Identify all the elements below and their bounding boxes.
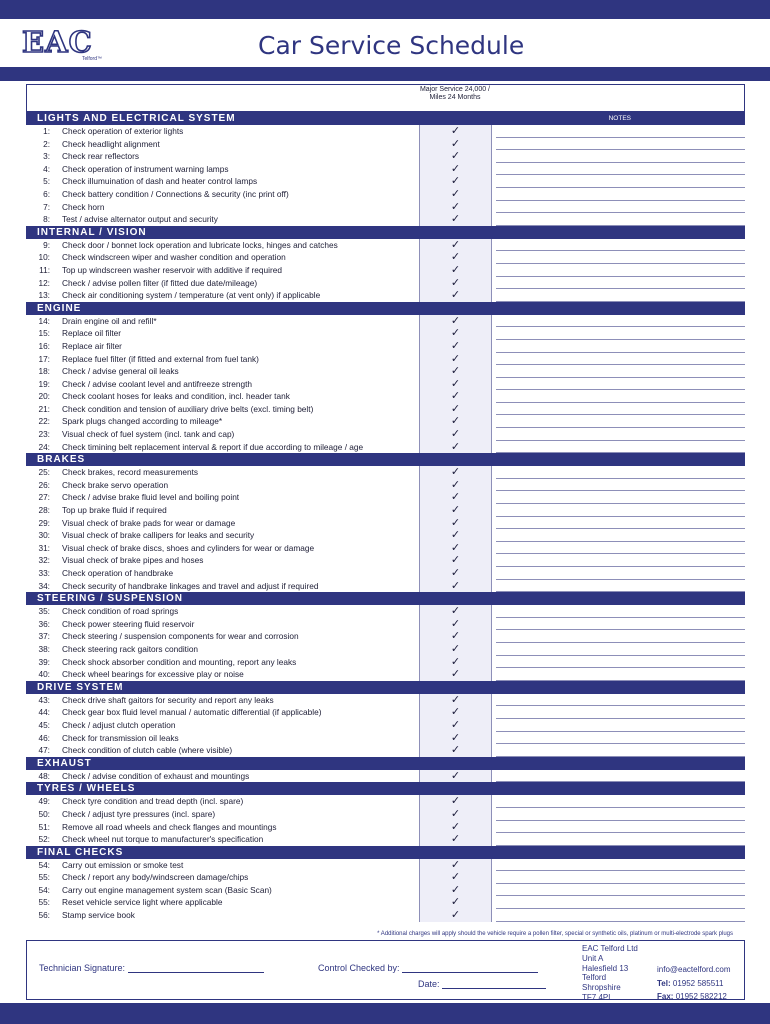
checklist-row bbox=[26, 213, 745, 226]
checklist-row bbox=[26, 125, 745, 138]
check-mark-icon[interactable]: ✓ bbox=[419, 542, 492, 555]
item-number: 43: bbox=[38, 694, 50, 705]
item-number: 38: bbox=[38, 643, 50, 654]
item-number: 11: bbox=[39, 264, 50, 275]
item-number: 2: bbox=[43, 138, 50, 149]
item-number: 52: bbox=[38, 834, 50, 845]
item-description: Check for transmission oil leaks bbox=[62, 732, 179, 743]
item-description: Check rear reflectors bbox=[62, 151, 140, 162]
checklist-row bbox=[26, 138, 745, 151]
item-description: Check / advise coolant level and antifreeze strength bbox=[62, 378, 253, 389]
check-mark-icon[interactable]: ✓ bbox=[419, 554, 492, 567]
check-mark-icon[interactable]: ✓ bbox=[419, 871, 492, 884]
checklist-row bbox=[26, 808, 745, 821]
check-mark-icon[interactable]: ✓ bbox=[419, 327, 492, 340]
check-mark-icon[interactable]: ✓ bbox=[419, 138, 492, 151]
item-number: 8: bbox=[43, 214, 50, 225]
item-number: 14: bbox=[38, 315, 50, 326]
check-mark-icon[interactable]: ✓ bbox=[419, 694, 492, 707]
item-number: 49: bbox=[38, 796, 50, 807]
checklist-row bbox=[26, 744, 745, 757]
checklist-row bbox=[26, 643, 745, 656]
item-description: Check steering / suspension components for wear and corrosion bbox=[62, 631, 299, 642]
item-number: 55: bbox=[38, 897, 50, 908]
date-line[interactable] bbox=[442, 981, 546, 989]
checklist-row bbox=[26, 491, 745, 504]
item-description: Reset vehicle service light where applicable bbox=[62, 897, 223, 908]
check-mark-icon[interactable]: ✓ bbox=[419, 770, 492, 783]
item-number: 21: bbox=[38, 403, 50, 414]
item-number: 39: bbox=[38, 656, 50, 667]
item-description: Visual check of brake discs, shoes and cylinders for wear or damage bbox=[62, 542, 315, 553]
check-mark-icon[interactable]: ✓ bbox=[419, 277, 492, 290]
address-line: TF7 4PL bbox=[582, 992, 613, 1002]
item-description: Check operation of instrument warning lamps bbox=[62, 163, 229, 174]
control-checked-field[interactable] bbox=[318, 963, 538, 973]
fax-label: Fax: bbox=[657, 992, 674, 1001]
checklist-row bbox=[26, 795, 745, 808]
check-mark-icon[interactable]: ✓ bbox=[419, 643, 492, 656]
item-description: Check drive shaft gaitors for security and report any leaks bbox=[62, 694, 274, 705]
section-title: BRAKES bbox=[37, 454, 86, 466]
page-title: Car Service Schedule bbox=[258, 31, 525, 60]
item-number: 10: bbox=[38, 252, 50, 263]
item-number: 6: bbox=[43, 188, 50, 199]
checklist-row bbox=[26, 656, 745, 669]
item-description: Check condition of road springs bbox=[62, 606, 179, 617]
checklist-row bbox=[26, 428, 745, 441]
item-number: 29: bbox=[38, 517, 50, 528]
checklist-row bbox=[26, 415, 745, 428]
item-description: Check / advise brake fluid level and boiling point bbox=[62, 492, 240, 503]
item-number: 22: bbox=[38, 416, 50, 427]
item-number: 17: bbox=[38, 353, 50, 364]
checklist-row bbox=[26, 542, 745, 555]
section-header bbox=[26, 453, 745, 466]
check-mark-icon[interactable]: ✓ bbox=[419, 201, 492, 214]
date-label: Date: bbox=[418, 979, 440, 989]
check-mark-icon[interactable]: ✓ bbox=[419, 529, 492, 542]
check-mark-icon[interactable]: ✓ bbox=[419, 150, 492, 163]
section-header bbox=[26, 681, 745, 694]
section-title: TYRES / WHEELS bbox=[37, 783, 136, 795]
item-number: 3: bbox=[43, 151, 50, 162]
check-mark-icon[interactable]: ✓ bbox=[419, 353, 492, 366]
item-description: Check door / bonnet lock operation and lubricate locks, hinges and catches bbox=[62, 239, 338, 250]
check-mark-icon[interactable]: ✓ bbox=[419, 289, 492, 302]
item-description: Check headlight alignment bbox=[62, 138, 160, 149]
checklist-row bbox=[26, 821, 745, 834]
check-mark-icon[interactable]: ✓ bbox=[419, 706, 492, 719]
item-number: 46: bbox=[38, 732, 50, 743]
company-logo: EAC bbox=[22, 25, 93, 59]
item-description: Spark plugs changed according to mileage* bbox=[62, 416, 223, 427]
page-header bbox=[0, 19, 770, 67]
address-line: Shropshire bbox=[582, 983, 621, 993]
item-description: Check coolant hoses for leaks and condition, incl. header tank bbox=[62, 391, 290, 402]
item-number: 55: bbox=[38, 872, 50, 883]
checklist-row bbox=[26, 479, 745, 492]
check-mark-icon[interactable]: ✓ bbox=[419, 630, 492, 643]
checklist-row bbox=[26, 353, 745, 366]
item-description: Test / advise alternator output and security bbox=[62, 214, 218, 225]
checklist-row bbox=[26, 605, 745, 618]
section-header bbox=[26, 592, 745, 605]
item-description: Visual check of brake callipers for leaks and security bbox=[62, 530, 255, 541]
check-mark-icon[interactable]: ✓ bbox=[419, 618, 492, 631]
item-number: 44: bbox=[38, 707, 50, 718]
item-description: Check / report any body/windscreen damage/chips bbox=[62, 872, 249, 883]
item-number: 9: bbox=[43, 239, 50, 250]
checklist-row bbox=[26, 390, 745, 403]
item-description: Replace fuel filter (if fitted and external from fuel tank) bbox=[62, 353, 259, 364]
item-description: Check air conditioning system / temperature (at vent only) if applicable bbox=[62, 290, 321, 301]
item-description: Check battery condition / Connections & security (inc print off) bbox=[62, 188, 289, 199]
check-mark-icon[interactable]: ✓ bbox=[419, 415, 492, 428]
item-number: 31: bbox=[38, 542, 50, 553]
item-description: Top up brake fluid if required bbox=[62, 505, 167, 516]
check-mark-icon[interactable]: ✓ bbox=[419, 251, 492, 264]
checklist-row bbox=[26, 567, 745, 580]
check-mark-icon[interactable]: ✓ bbox=[419, 808, 492, 821]
check-mark-icon[interactable]: ✓ bbox=[419, 365, 492, 378]
check-mark-icon[interactable]: ✓ bbox=[419, 605, 492, 618]
checklist-row bbox=[26, 504, 745, 517]
checklist-row bbox=[26, 580, 745, 593]
check-mark-icon[interactable]: ✓ bbox=[419, 719, 492, 732]
item-description: Check / adjust clutch operation bbox=[62, 719, 176, 730]
service-checklist bbox=[26, 112, 745, 922]
item-description: Top up windscreen washer reservoir with additive if required bbox=[62, 264, 282, 275]
item-number: 30: bbox=[38, 530, 50, 541]
check-mark-icon[interactable]: ✓ bbox=[419, 340, 492, 353]
major-service-line-2: Miles 24 Months bbox=[429, 94, 481, 101]
checklist-row bbox=[26, 719, 745, 732]
check-mark-icon[interactable]: ✓ bbox=[419, 264, 492, 277]
check-mark-icon[interactable]: ✓ bbox=[419, 668, 492, 681]
check-mark-icon[interactable]: ✓ bbox=[419, 390, 492, 403]
item-number: 1: bbox=[43, 126, 50, 136]
check-mark-icon[interactable]: ✓ bbox=[419, 479, 492, 492]
address-line: Unit A bbox=[582, 953, 604, 963]
check-mark-icon[interactable]: ✓ bbox=[419, 378, 492, 391]
tel-number: 01952 585511 bbox=[672, 978, 724, 988]
checklist-row bbox=[26, 163, 745, 176]
item-description: Check operation of exterior lights bbox=[62, 126, 184, 136]
check-mark-icon[interactable]: ✓ bbox=[419, 239, 492, 252]
item-description: Check timining belt replacement interval & report if due according to mileage / age bbox=[62, 441, 364, 452]
item-number: 23: bbox=[38, 429, 50, 440]
item-number: 18: bbox=[38, 366, 50, 377]
section-title: DRIVE SYSTEM bbox=[37, 681, 124, 693]
section-header bbox=[26, 757, 745, 770]
checklist-row bbox=[26, 340, 745, 353]
item-number: 40: bbox=[38, 669, 50, 680]
item-number: 56: bbox=[38, 910, 50, 921]
checklist-row bbox=[26, 365, 745, 378]
item-number: 24: bbox=[38, 441, 50, 452]
item-number: 37: bbox=[38, 631, 50, 642]
item-description: Check wheel nut torque to manufacturer's specification bbox=[62, 834, 264, 845]
section-title: LIGHTS AND ELECTRICAL SYSTEM bbox=[37, 113, 236, 124]
item-number: 19: bbox=[38, 378, 50, 389]
checklist-row bbox=[26, 896, 745, 909]
item-description: Check illumuination of dash and heater control lamps bbox=[62, 176, 258, 187]
check-mark-icon[interactable]: ✓ bbox=[419, 795, 492, 808]
checklist-row bbox=[26, 251, 745, 264]
item-description: Check horn bbox=[62, 201, 105, 212]
item-description: Check / advise general oil leaks bbox=[62, 366, 179, 377]
section-header bbox=[26, 846, 745, 859]
top-banner bbox=[0, 0, 770, 19]
item-number: 27: bbox=[38, 492, 50, 503]
check-mark-icon[interactable]: ✓ bbox=[419, 466, 492, 479]
item-description: Check operation of handbrake bbox=[62, 568, 174, 578]
item-description: Stamp service book bbox=[62, 910, 135, 921]
checklist-row bbox=[26, 668, 745, 681]
item-number: 5: bbox=[43, 176, 50, 187]
checklist-row bbox=[26, 315, 745, 328]
tel-label: Tel: bbox=[657, 978, 671, 988]
checklist-row bbox=[26, 289, 745, 302]
item-description: Check condition of clutch cable (where visible) bbox=[62, 745, 233, 756]
checklist-row bbox=[26, 618, 745, 631]
checklist-row bbox=[26, 327, 745, 340]
item-description: Check brakes, record measurements bbox=[62, 467, 199, 478]
item-description: Replace air filter bbox=[62, 340, 122, 351]
item-description: Check brake servo operation bbox=[62, 479, 169, 490]
item-description: Check / advise pollen filter (if fitted due date/mileage) bbox=[62, 277, 258, 288]
date-field[interactable] bbox=[418, 979, 546, 989]
item-number: 28: bbox=[38, 505, 50, 516]
contact-email[interactable]: info@eactelford.com bbox=[657, 965, 731, 974]
checklist-row bbox=[26, 150, 745, 163]
item-number: 36: bbox=[38, 618, 50, 629]
check-mark-icon[interactable]: ✓ bbox=[419, 517, 492, 530]
checklist-row bbox=[26, 630, 745, 643]
section-header bbox=[26, 302, 745, 315]
checklist-row bbox=[26, 403, 745, 416]
check-mark-icon[interactable]: ✓ bbox=[419, 441, 492, 454]
checklist-row bbox=[26, 833, 745, 846]
control-checked-line[interactable] bbox=[402, 965, 538, 973]
column-header-frame bbox=[26, 84, 745, 112]
section-title: EXHAUST bbox=[37, 757, 92, 769]
item-number: 54: bbox=[38, 884, 50, 895]
checklist-row bbox=[26, 188, 745, 201]
item-number: 4: bbox=[43, 163, 50, 174]
section-title: INTERNAL / VISION bbox=[37, 226, 147, 238]
technician-signature-line[interactable] bbox=[128, 965, 264, 973]
control-checked-label: Control Checked by: bbox=[318, 963, 400, 973]
contact-phone bbox=[657, 977, 731, 991]
item-number: 32: bbox=[38, 555, 50, 566]
technician-signature-field[interactable] bbox=[39, 963, 264, 973]
check-mark-icon[interactable]: ✓ bbox=[419, 188, 492, 201]
item-number: 45: bbox=[38, 719, 50, 730]
address-line: Telford bbox=[582, 973, 607, 983]
checklist-row bbox=[26, 909, 745, 922]
check-mark-icon[interactable]: ✓ bbox=[419, 859, 492, 872]
check-mark-icon[interactable]: ✓ bbox=[419, 732, 492, 745]
section-title: ENGINE bbox=[37, 302, 82, 314]
check-mark-icon[interactable]: ✓ bbox=[419, 315, 492, 328]
checklist-row bbox=[26, 264, 745, 277]
section-header bbox=[26, 226, 745, 239]
item-description: Check / adjust tyre pressures (incl. spare) bbox=[62, 808, 216, 819]
company-contact bbox=[657, 963, 731, 1004]
item-number: 35: bbox=[38, 606, 50, 617]
checklist-row bbox=[26, 770, 745, 783]
item-number: 48: bbox=[38, 770, 50, 781]
item-number: 33: bbox=[38, 568, 50, 578]
checklist-row bbox=[26, 884, 745, 897]
bottom-banner bbox=[0, 1003, 770, 1024]
checklist-row bbox=[26, 201, 745, 214]
section-title: FINAL CHECKS bbox=[37, 846, 124, 858]
item-number: 13: bbox=[38, 290, 50, 301]
check-mark-icon[interactable]: ✓ bbox=[419, 656, 492, 669]
check-mark-icon[interactable]: ✓ bbox=[419, 491, 492, 504]
checklist-row bbox=[26, 517, 745, 530]
item-description: Check tyre condition and tread depth (incl. spare) bbox=[62, 796, 244, 807]
item-number: 25: bbox=[38, 467, 50, 478]
checklist-row bbox=[26, 529, 745, 542]
item-description: Replace oil filter bbox=[62, 328, 122, 339]
item-number: 15: bbox=[38, 328, 50, 339]
checklist-row bbox=[26, 466, 745, 479]
section-header bbox=[26, 782, 745, 795]
notes-line[interactable] bbox=[496, 921, 745, 922]
checklist-row bbox=[26, 732, 745, 745]
item-description: Check wheel bearings for excessive play or noise bbox=[62, 669, 244, 680]
contact-fax bbox=[657, 990, 731, 1004]
item-number: 26: bbox=[38, 479, 50, 490]
major-service-line-1: Major Service 24,000 / bbox=[419, 86, 491, 93]
section-header bbox=[26, 112, 745, 125]
major-service-column-header bbox=[415, 86, 495, 102]
check-mark-icon[interactable]: ✓ bbox=[419, 428, 492, 441]
item-description: Check / advise condition of exhaust and mountings bbox=[62, 770, 250, 781]
item-number: 50: bbox=[38, 808, 50, 819]
item-description: Check condition and tension of auxiliary drive belts (excl. timing belt) bbox=[62, 403, 314, 414]
item-description: Check power steering fluid reservoir bbox=[62, 618, 195, 629]
item-description: Check shock absorber condition and mounting, report any leaks bbox=[62, 656, 297, 667]
check-mark-icon[interactable]: ✓ bbox=[419, 567, 492, 580]
item-description: Check security of handbrake linkages and travel and adjust if required bbox=[62, 580, 319, 591]
checklist-row bbox=[26, 441, 745, 454]
checklist-row bbox=[26, 554, 745, 567]
check-mark-icon[interactable]: ✓ bbox=[419, 163, 492, 176]
item-description: Check steering rack gaitors condition bbox=[62, 643, 199, 654]
check-mark-icon[interactable]: ✓ bbox=[419, 213, 492, 226]
item-number: 47: bbox=[38, 745, 50, 756]
check-mark-icon[interactable]: ✓ bbox=[419, 744, 492, 757]
item-number: 16: bbox=[38, 340, 50, 351]
technician-signature-label: Technician Signature: bbox=[39, 963, 126, 973]
check-mark-icon[interactable]: ✓ bbox=[419, 125, 492, 138]
checklist-row bbox=[26, 706, 745, 719]
section-title: STEERING / SUSPENSION bbox=[37, 593, 184, 605]
fax-number: 01952 582212 bbox=[675, 992, 727, 1001]
logo-subtitle: Telford™ bbox=[82, 56, 103, 62]
check-mark-icon[interactable]: ✓ bbox=[419, 896, 492, 909]
item-description: Visual check of brake pads for wear or damage bbox=[62, 517, 236, 528]
checklist-row bbox=[26, 277, 745, 290]
item-number: 20: bbox=[38, 391, 50, 402]
checklist-row bbox=[26, 871, 745, 884]
check-mark-icon[interactable]: ✓ bbox=[419, 833, 492, 846]
header-divider-bar bbox=[0, 67, 770, 81]
item-number: 51: bbox=[38, 821, 50, 832]
item-description: Visual check of fuel system (incl. tank and cap) bbox=[62, 429, 235, 440]
item-description: Carry out emission or smoke test bbox=[62, 859, 184, 870]
item-description: Check gear box fluid level manual / automatic differential (if applicable) bbox=[62, 707, 322, 718]
item-number: 12: bbox=[38, 277, 50, 288]
check-mark-icon[interactable]: ✓ bbox=[419, 175, 492, 188]
check-mark-icon[interactable]: ✓ bbox=[419, 884, 492, 897]
item-description: Remove all road wheels and check flanges and mountings bbox=[62, 821, 277, 832]
checklist-row bbox=[26, 859, 745, 872]
checklist-row bbox=[26, 239, 745, 252]
address-line: EAC Telford Ltd bbox=[582, 944, 638, 953]
item-number: 34: bbox=[38, 580, 50, 591]
address-line: Halesfield 13 bbox=[582, 963, 629, 973]
item-description: Carry out engine management system scan (Basic Scan) bbox=[62, 884, 272, 895]
item-description: Drain engine oil and refill* bbox=[62, 315, 157, 326]
check-mark-icon[interactable]: ✓ bbox=[419, 821, 492, 834]
checklist-row bbox=[26, 694, 745, 707]
check-mark-icon[interactable]: ✓ bbox=[419, 403, 492, 416]
item-number: 7: bbox=[43, 201, 50, 212]
item-description: Check windscreen wiper and washer condition and operation bbox=[62, 252, 286, 263]
check-mark-icon[interactable]: ✓ bbox=[419, 909, 492, 922]
check-mark-icon[interactable]: ✓ bbox=[419, 504, 492, 517]
check-mark-icon[interactable]: ✓ bbox=[419, 580, 492, 593]
checklist-row bbox=[26, 175, 745, 188]
item-number: 54: bbox=[38, 859, 50, 870]
checklist-row bbox=[26, 378, 745, 391]
footnote: * Additional charges will apply should the vehicle require a pollen filter, special or synthetic oils, platinum or multi-electrode spark plugs bbox=[377, 931, 733, 937]
notes-column-header: NOTES bbox=[608, 115, 631, 122]
company-address bbox=[582, 944, 638, 1003]
item-description: Visual check of brake pipes and hoses bbox=[62, 555, 204, 566]
